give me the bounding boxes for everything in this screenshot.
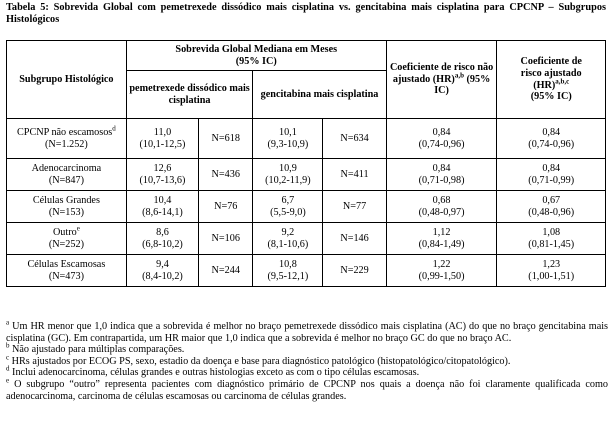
pem-n-cell: N=244 (199, 255, 253, 287)
pem-n-cell: N=76 (199, 191, 253, 223)
hr-unadjusted-cell: 0,68 (0,48-0,97) (386, 191, 497, 223)
footnote: $^e$ O subgrupo “outro” representa pacientes com diagnóstico primário de CPCNP nos quais a doença não foi claramente qualificada como adenocarcinoma, carcinoma de células escamosas ou carcinoma de células grandes. (6, 376, 609, 402)
gem-median-cell: 10,1 (9,3-10,9) (253, 119, 323, 159)
footnote: $^a$ Um HR menor que 1,0 indica que a sobrevida é melhor no braço pemetrexede dissódico mais cisplatina (AC) do que no braço gencitabina mais cisplatina (GC). Em contrapartida, um HR maior que 1,0 indica que a sobrevida é melhor no braço GC do que no braço AC. (6, 318, 609, 344)
header-hr-adjusted: Coeficiente de risco ajustado (HR)$^{a,b,c}$ (95% IC) (497, 41, 606, 119)
hr-unadjusted-cell: 1,12 (0,84-1,49) (386, 223, 497, 255)
hr-adjusted-cell: 0,67 (0,48-0,96) (497, 191, 606, 223)
table-caption: Tabela 5: Sobrevida Global com pemetrexede dissódico mais cisplatina vs. gencitabina mais cisplatina para CPCNP – Subgrupos Histológicos (6, 2, 606, 25)
header-subgroup: Subgrupo Histológico (7, 41, 127, 119)
hr-adjusted-cell: 1,23 (1,00-1,51) (497, 255, 606, 287)
footnote: $^d$ Inclui adenocarcinoma, células grandes e outras histologias exceto as com o tipo células escamosas. (6, 364, 420, 379)
gem-median-cell: 9,2 (8,1-10,6) (253, 223, 323, 255)
header-hr-unadjusted: Coeficiente de risco não ajustado (HR)$^{a,b}$ (95% IC) (386, 41, 497, 119)
footnote: $^b$ Não ajustado para múltiplas comparações. (6, 341, 185, 356)
subgroup-cell: Células Grandes (N=153) (7, 191, 127, 223)
header-median-os: Sobrevida Global Mediana em Meses (95% IC) (126, 41, 386, 71)
hr-adjusted-cell: 0,84 (0,71-0,99) (497, 159, 606, 191)
pem-n-cell: N=106 (199, 223, 253, 255)
pem-median-cell: 10,4 (8,6-14,1) (126, 191, 198, 223)
gem-n-cell: N=229 (323, 255, 386, 287)
pem-n-cell: N=618 (199, 119, 253, 159)
gem-n-cell: N=77 (323, 191, 386, 223)
hr-adjusted-cell: 0,84 (0,74-0,96) (497, 119, 606, 159)
hr-unadjusted-cell: 1,22 (0,99-1,50) (386, 255, 497, 287)
pem-median-cell: 11,0 (10,1-12,5) (126, 119, 198, 159)
subgroup-cell: CPCNP não escamosos$^d$ (N=1.252) (7, 119, 127, 159)
pem-median-cell: 9,4 (8,4-10,2) (126, 255, 198, 287)
hr-adjusted-cell: 1,08 (0,81-1,45) (497, 223, 606, 255)
header-arm-pemetrexed: pemetrexede dissódico mais cisplatina (126, 71, 253, 119)
table-row (7, 223, 606, 255)
hr-unadjusted-cell: 0,84 (0,74-0,96) (386, 119, 497, 159)
survival-table (6, 40, 606, 287)
header-arm-gemcitabine: gencitabina mais cisplatina (253, 71, 386, 119)
gem-n-cell: N=146 (323, 223, 386, 255)
hr-unadjusted-cell: 0,84 (0,71-0,98) (386, 159, 497, 191)
subgroup-cell: Adenocarcinoma (N=847) (7, 159, 127, 191)
table-row (7, 159, 606, 191)
pem-median-cell: 8,6 (6,8-10,2) (126, 223, 198, 255)
table-row (7, 119, 606, 159)
gem-median-cell: 6,7 (5,5-9,0) (253, 191, 323, 223)
gem-n-cell: N=634 (323, 119, 386, 159)
table-row (7, 191, 606, 223)
pem-median-cell: 12,6 (10,7-13,6) (126, 159, 198, 191)
gem-n-cell: N=411 (323, 159, 386, 191)
subgroup-cell: Células Escamosas (N=473) (7, 255, 127, 287)
gem-median-cell: 10,8 (9,5-12,1) (253, 255, 323, 287)
gem-median-cell: 10,9 (10,2-11,9) (253, 159, 323, 191)
table-row (7, 255, 606, 287)
pem-n-cell: N=436 (199, 159, 253, 191)
footnotes (6, 318, 609, 402)
subgroup-cell: Outro$^e$ (N=252) (7, 223, 127, 255)
footnote: $^c$ HRs ajustados por ECOG PS, sexo, estadio da doença e base para diagnóstico patológico (histopatológico/citopatológico). (6, 353, 511, 367)
